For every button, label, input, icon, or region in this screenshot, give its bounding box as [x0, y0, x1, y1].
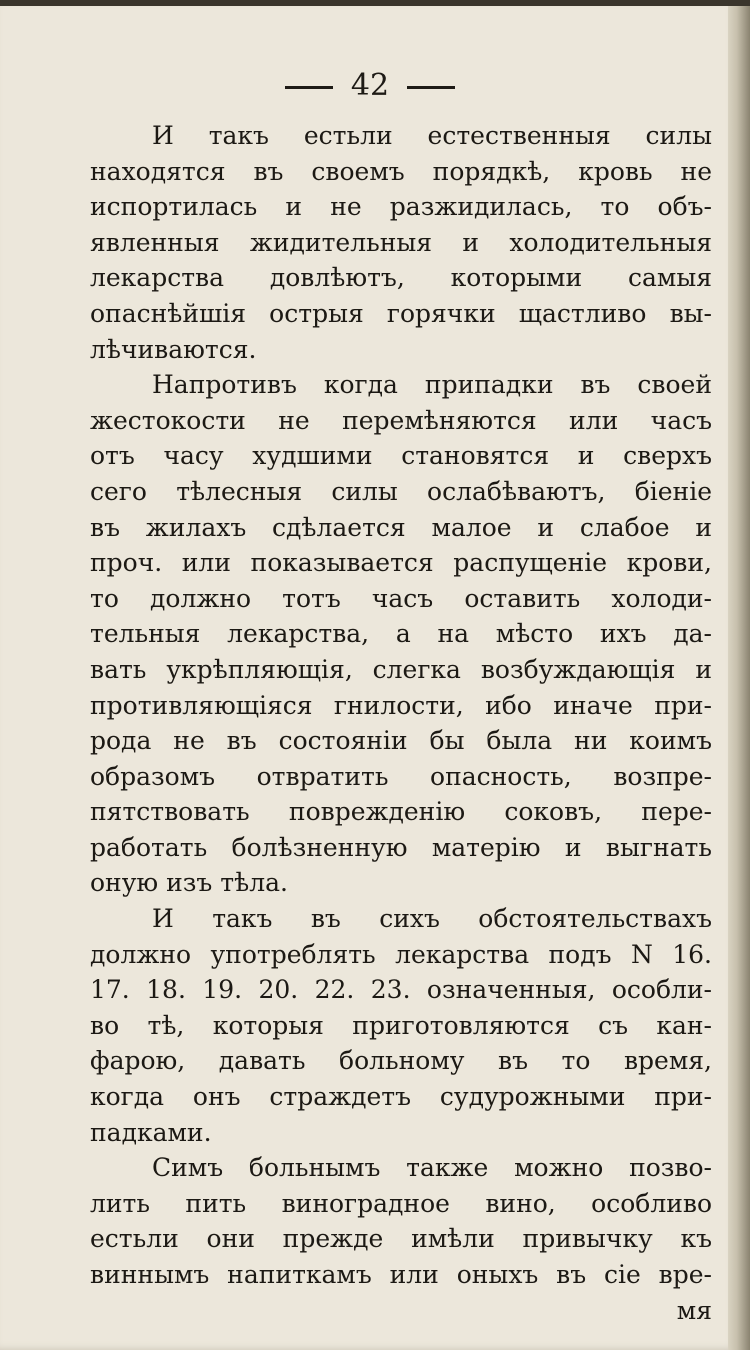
- text-line: образомъ отвратить опасность, возпре-: [90, 761, 712, 791]
- text-line: проч. или показывается распущеніе крови,: [90, 548, 712, 578]
- header-dash-right: [407, 86, 455, 89]
- text-line: 17. 18. 19. 20. 22. 23. означенныя, особли-: [90, 975, 712, 1005]
- text-line: И такъ естьли естественныя силы: [152, 121, 712, 150]
- page-header: [0, 68, 740, 108]
- text-line: противляющіяся гнилости, ибо иначе при-: [90, 690, 712, 720]
- text-line: жестокости не перемѣняются или часъ: [90, 405, 712, 435]
- page-top-edge: [0, 0, 750, 6]
- text-line: находятся въ своемъ порядкѣ, кровь не: [90, 156, 712, 186]
- text-line: явленныя жидительныя и холодительныя: [90, 227, 712, 257]
- text-line: тельныя лекарства, а на мѣсто ихъ да-: [90, 619, 712, 649]
- header-dash-left: [285, 86, 333, 89]
- text-line: когда онъ страждетъ судурожными при-: [90, 1082, 712, 1112]
- text-line: отъ часу худшими становятся и сверхъ: [90, 441, 712, 471]
- text-line: естьли они прежде имѣли привычку къ: [90, 1224, 712, 1254]
- text-line: вать укрѣпляющія, слегка возбуждающія и: [90, 654, 712, 684]
- body-text: [90, 118, 712, 1328]
- text-line: лить пить виноградное вино, особливо: [90, 1188, 712, 1218]
- page-edge: [728, 0, 750, 1350]
- text-line: Напротивъ когда припадки въ своей: [152, 370, 712, 400]
- text-line: сего тѣлесныя силы ослабѣваютъ, біеніе: [90, 476, 712, 506]
- text-line: И такъ въ сихъ обстоятельствахъ: [152, 904, 712, 934]
- text-line: во тѣ, которыя приготовляются съ кан-: [90, 1010, 712, 1040]
- text-line: лѣчиваются.: [90, 334, 257, 364]
- text-line: то должно тотъ часъ оставить холоди-: [90, 583, 712, 613]
- text-line: оную изъ тѣла.: [90, 868, 288, 898]
- text-line: опаснѣйшія острыя горячки щастливо вы-: [90, 298, 712, 328]
- text-line: падками.: [90, 1117, 212, 1147]
- text-line: въ жилахъ сдѣлается малое и слабое и: [90, 512, 712, 542]
- text-line: рода не въ состояніи бы была ни коимъ: [90, 726, 712, 756]
- text-line: лекарства довлѣютъ, которыми самыя: [90, 263, 712, 293]
- catchword: мя: [676, 1295, 712, 1325]
- text-line: виннымъ напиткамъ или оныхъ въ сіе вре-: [90, 1260, 712, 1289]
- page-number: 42: [350, 68, 390, 103]
- text-line: работать болѣзненную матерію и выгнать: [90, 832, 712, 862]
- text-line: фарою, давать больному въ то время,: [90, 1046, 712, 1076]
- text-line: пятствовать поврежденію соковъ, пере-: [90, 797, 712, 827]
- text-line: должно употреблять лекарства подъ N 16.: [90, 939, 712, 969]
- text-line: Симъ больнымъ также можно позво-: [152, 1153, 712, 1183]
- text-line: испортилась и не разжидилась, то объ-: [90, 192, 712, 222]
